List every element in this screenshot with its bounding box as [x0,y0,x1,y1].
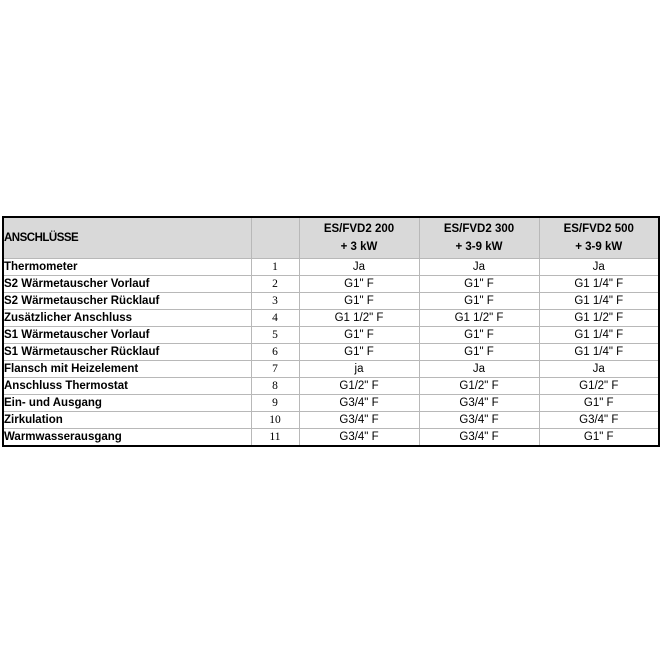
table-row [3,327,659,344]
table-row [3,310,659,327]
connection-label: Flansch mit Heizelement [3,361,251,378]
connection-label: Thermometer [3,259,251,276]
model-header-500 [539,217,659,259]
value-es-fvd2-500: G1 1/4" F [539,344,659,361]
value-es-fvd2-300: G1 1/2" F [419,310,539,327]
table-title: ANSCHLÜSSE [3,217,251,259]
value-es-fvd2-300: Ja [419,361,539,378]
table-row [3,395,659,412]
connection-label: Zusätzlicher Anschluss [3,310,251,327]
value-es-fvd2-300: G3/4" F [419,412,539,429]
connection-label: S2 Wärmetauscher Rücklauf [3,293,251,310]
value-es-fvd2-200: G1" F [299,276,419,293]
value-es-fvd2-300: G1" F [419,344,539,361]
number-column-header [251,217,299,259]
model-power: + 3-9 kW [575,241,623,253]
value-es-fvd2-300: G1/2" F [419,378,539,395]
connection-label: Anschluss Thermostat [3,378,251,395]
model-name: ES/FVD2 200 [323,223,395,235]
connection-number: 8 [251,378,299,395]
table-row [3,293,659,310]
value-es-fvd2-200: G1" F [299,344,419,361]
table-row [3,378,659,395]
connection-label: S1 Wärmetauscher Rücklauf [3,344,251,361]
value-es-fvd2-500: G1 1/4" F [539,276,659,293]
value-es-fvd2-200: G3/4" F [299,412,419,429]
value-es-fvd2-200: G3/4" F [299,395,419,412]
value-es-fvd2-200: G1 1/2" F [299,310,419,327]
value-es-fvd2-200: Ja [299,259,419,276]
connection-label: S1 Wärmetauscher Vorlauf [3,327,251,344]
table-body [3,259,659,447]
table-row [3,429,659,447]
connection-number: 11 [251,429,299,447]
model-power: + 3 kW [340,241,378,253]
value-es-fvd2-500: Ja [539,259,659,276]
connection-number: 9 [251,395,299,412]
value-es-fvd2-500: G1/2" F [539,378,659,395]
table-row [3,361,659,378]
value-es-fvd2-500: G1 1/2" F [539,310,659,327]
value-es-fvd2-500: G3/4" F [539,412,659,429]
value-es-fvd2-300: G1" F [419,276,539,293]
connection-number: 2 [251,276,299,293]
value-es-fvd2-300: G1" F [419,293,539,310]
model-header-200 [299,217,419,259]
value-es-fvd2-300: G3/4" F [419,395,539,412]
value-es-fvd2-500: G1 1/4" F [539,327,659,344]
value-es-fvd2-300: Ja [419,259,539,276]
model-name: ES/FVD2 300 [443,223,515,235]
connection-number: 6 [251,344,299,361]
model-power: + 3-9 kW [455,241,503,253]
connection-number: 10 [251,412,299,429]
model-header-300 [419,217,539,259]
connection-number: 7 [251,361,299,378]
value-es-fvd2-200: G1" F [299,293,419,310]
table-row [3,412,659,429]
table-row [3,259,659,276]
table-row [3,344,659,361]
table-row [3,276,659,293]
value-es-fvd2-200: G3/4" F [299,429,419,447]
connection-number: 4 [251,310,299,327]
value-es-fvd2-300: G3/4" F [419,429,539,447]
connection-number: 1 [251,259,299,276]
value-es-fvd2-200: G1/2" F [299,378,419,395]
header-row [3,217,659,259]
value-es-fvd2-200: G1" F [299,327,419,344]
connection-label: Warmwasserausgang [3,429,251,447]
connection-number: 5 [251,327,299,344]
value-es-fvd2-300: G1" F [419,327,539,344]
value-es-fvd2-500: G1" F [539,429,659,447]
value-es-fvd2-500: Ja [539,361,659,378]
model-name: ES/FVD2 500 [563,223,634,235]
value-es-fvd2-500: G1" F [539,395,659,412]
connections-table [2,216,660,447]
connection-number: 3 [251,293,299,310]
connection-label: Zirkulation [3,412,251,429]
connection-label: S2 Wärmetauscher Vorlauf [3,276,251,293]
connection-label: Ein- und Ausgang [3,395,251,412]
value-es-fvd2-500: G1 1/4" F [539,293,659,310]
value-es-fvd2-200: ja [299,361,419,378]
